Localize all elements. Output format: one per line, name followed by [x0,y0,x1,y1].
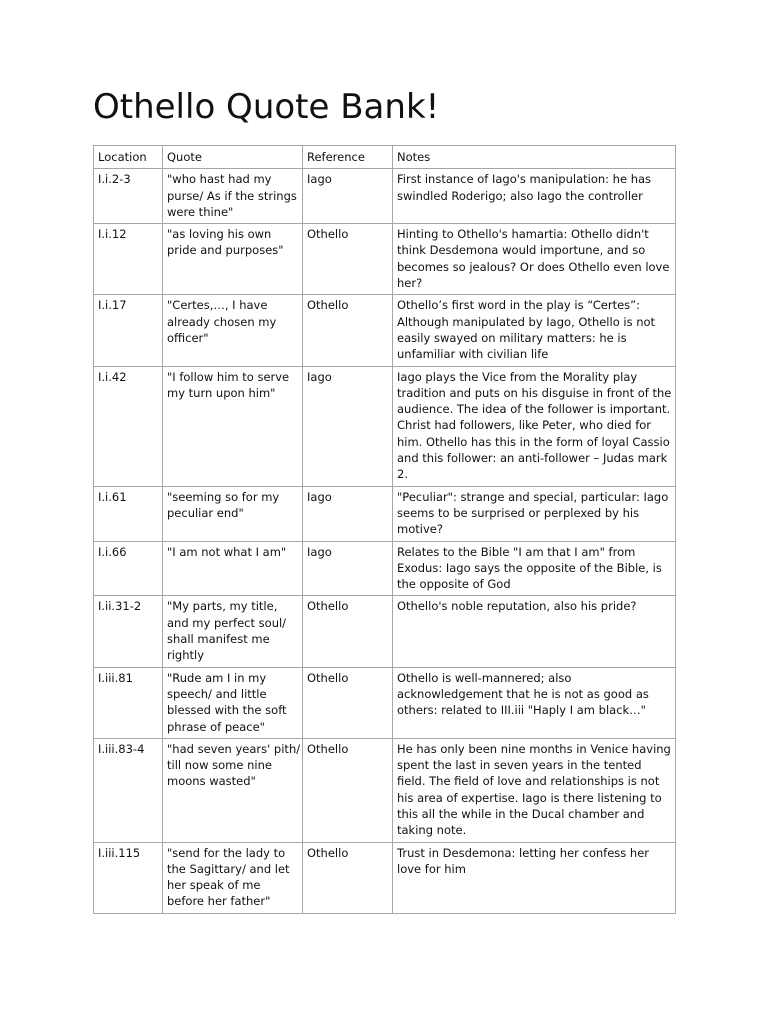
header-reference: Reference [303,146,393,169]
header-quote: Quote [163,146,303,169]
cell-quote: "as loving his own pride and purposes" [163,224,303,295]
cell-notes: Relates to the Bible "I am that I am" from Exodus: Iago says the opposite of the Bible, is the opposite of God [393,541,676,596]
cell-notes: "Peculiar": strange and special, particular: Iago seems to be surprised or perplexed by his motive? [393,486,676,541]
page-title: Othello Quote Bank! [93,87,440,127]
cell-notes: First instance of Iago's manipulation: he has swindled Roderigo; also Iago the controller [393,169,676,224]
cell-quote: "I am not what I am" [163,541,303,596]
cell-reference: Othello [303,667,393,738]
cell-notes: Othello's noble reputation, also his pride? [393,596,676,667]
cell-quote: "Rude am I in my speech/ and little blessed with the soft phrase of peace" [163,667,303,738]
cell-location: I.i.12 [94,224,163,295]
table-row [94,596,676,667]
table-row [94,541,676,596]
table-header-row [94,146,676,169]
cell-notes: He has only been nine months in Venice having spent the last in seven years in the tented field. The field of love and relationships is not his area of expertise. Iago is there listening to this all the while in the Ducal chamber and taking note. [393,738,676,842]
cell-quote: "Certes,…, I have already chosen my officer" [163,295,303,366]
cell-location: I.i.66 [94,541,163,596]
cell-quote: "seeming so for my peculiar end" [163,486,303,541]
cell-quote: "send for the lady to the Sagittary/ and let her speak of me before her father" [163,842,303,913]
cell-reference: Othello [303,224,393,295]
cell-reference: Othello [303,295,393,366]
cell-notes: Iago plays the Vice from the Morality play tradition and puts on his disguise in front of the audience. The idea of the follower is important. Christ had followers, like Peter, who died for him. Othello has this in the form of loyal Cassio and this follower: an anti-follower – Judas mark 2. [393,366,676,486]
cell-reference: Othello [303,842,393,913]
header-notes: Notes [393,146,676,169]
cell-location: I.i.2-3 [94,169,163,224]
cell-notes: Othello’s first word in the play is “Certes”: Although manipulated by Iago, Othello is not easily swayed on military matters: he is unfamiliar with civilian life [393,295,676,366]
table-row [94,842,676,913]
cell-reference: Iago [303,366,393,486]
cell-reference: Iago [303,169,393,224]
cell-quote: "My parts, my title, and my perfect soul/ shall manifest me rightly [163,596,303,667]
cell-location: I.i.17 [94,295,163,366]
quote-table [93,145,676,914]
cell-reference: Othello [303,596,393,667]
cell-quote: "who hast had my purse/ As if the strings were thine" [163,169,303,224]
cell-reference: Othello [303,738,393,842]
table-row [94,295,676,366]
cell-location: I.iii.83-4 [94,738,163,842]
cell-reference: Iago [303,486,393,541]
cell-location: I.i.42 [94,366,163,486]
cell-quote: "had seven years' pith/ till now some nine moons wasted" [163,738,303,842]
table-row [94,169,676,224]
cell-notes: Othello is well-mannered; also acknowledgement that he is not as good as others: related to III.iii "Haply I am black…" [393,667,676,738]
table-row [94,224,676,295]
cell-location: I.iii.81 [94,667,163,738]
cell-location: I.iii.115 [94,842,163,913]
cell-quote: "I follow him to serve my turn upon him" [163,366,303,486]
cell-reference: Iago [303,541,393,596]
cell-notes: Hinting to Othello's hamartia: Othello didn't think Desdemona would importune, and so becomes so jealous? Or does Othello even love her? [393,224,676,295]
cell-location: I.i.61 [94,486,163,541]
table-row [94,486,676,541]
table-row [94,667,676,738]
table-row [94,366,676,486]
cell-location: I.ii.31-2 [94,596,163,667]
table-row [94,738,676,842]
header-location: Location [94,146,163,169]
cell-notes: Trust in Desdemona: letting her confess her love for him [393,842,676,913]
